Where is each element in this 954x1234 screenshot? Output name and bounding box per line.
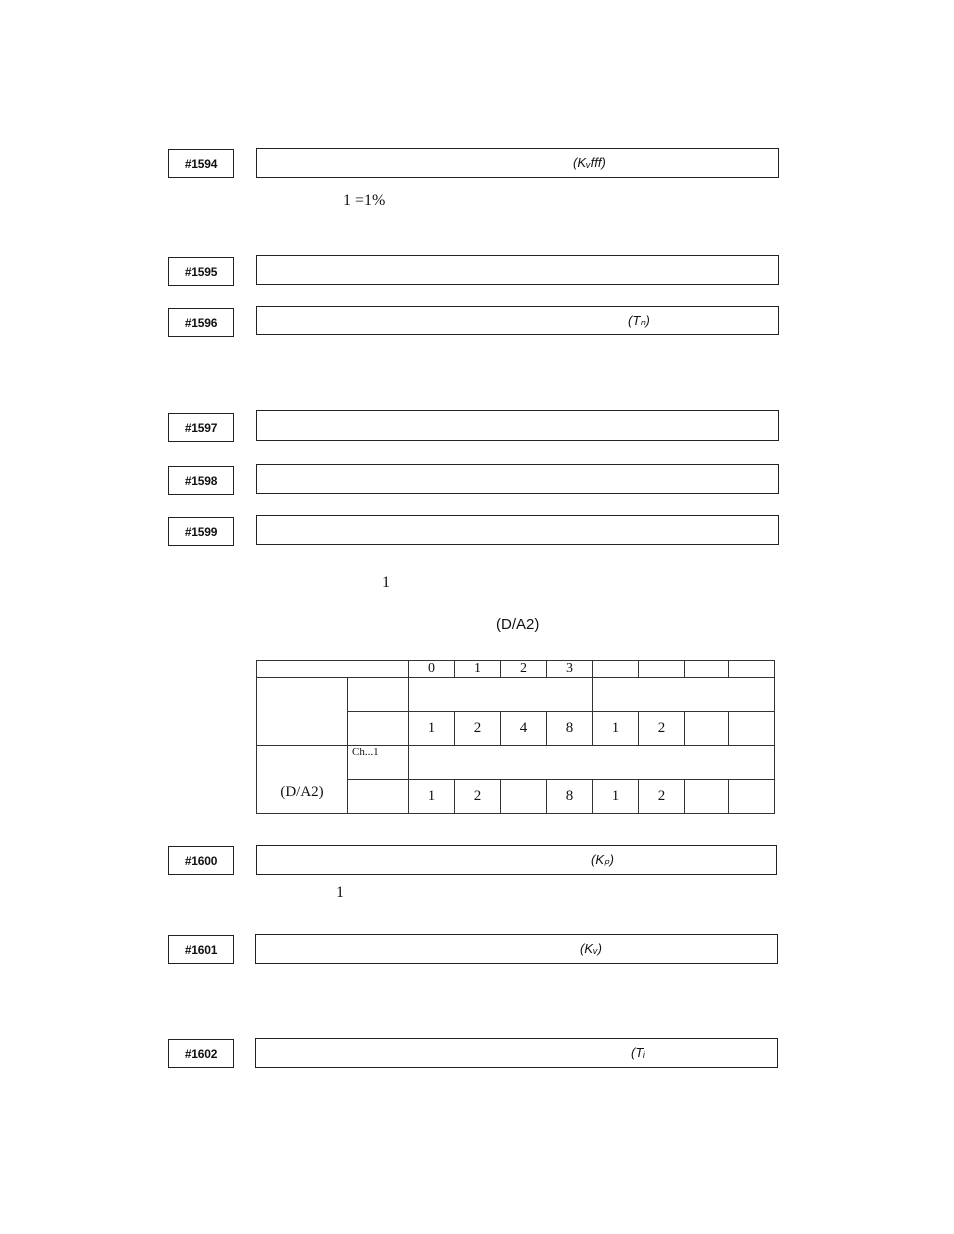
table-cell [685, 780, 729, 814]
param-tag-1598: #1598 [168, 466, 234, 495]
merged-cell [409, 746, 775, 780]
param-box-1596 [256, 306, 779, 335]
header-cell [685, 661, 729, 678]
param-box-1594 [256, 148, 779, 178]
table-cell [501, 780, 547, 814]
param-tag-1594: #1594 [168, 149, 234, 178]
row-sub-label: Ch...1 [348, 746, 409, 780]
header-cell: 2 [501, 661, 547, 678]
table-cell: 4 [501, 712, 547, 746]
table-cell: 8 [547, 712, 593, 746]
param-box-1600 [256, 845, 777, 875]
param-symbol: (Tᵢ [631, 1045, 645, 1060]
header-blank [257, 661, 409, 678]
header-cell [729, 661, 775, 678]
param-tag-1602: #1602 [168, 1039, 234, 1068]
table-cell: 2 [455, 780, 501, 814]
table-cell [729, 712, 775, 746]
header-cell: 1 [455, 661, 501, 678]
table-cell: 1 [593, 780, 639, 814]
table-cell: 2 [455, 712, 501, 746]
param-symbol: (Kᵥ) [580, 941, 602, 956]
param-symbol: (Tₙ) [628, 313, 650, 328]
param-box-1602 [255, 1038, 778, 1068]
row-sub-label [348, 712, 409, 746]
header-cell: 3 [547, 661, 593, 678]
row-sub-label [348, 678, 409, 712]
param-box-1601 [255, 934, 778, 964]
param-symbol: (Kₚ) [591, 852, 614, 867]
param-tag-1601: #1601 [168, 935, 234, 964]
param-tag-1597: #1597 [168, 413, 234, 442]
merged-cell [409, 678, 593, 712]
param-tag-1599: #1599 [168, 517, 234, 546]
value-note-1599: 1 [382, 574, 390, 591]
unit-note-1594: 1 =1% [343, 192, 386, 209]
param-tag-1596: #1596 [168, 308, 234, 337]
table-header-row [257, 661, 775, 678]
da2-heading: (D/A2) [496, 616, 540, 633]
param-box-1597 [256, 410, 779, 441]
header-cell [593, 661, 639, 678]
param-symbol: (Kᵥfff) [573, 155, 606, 170]
param-tag-1595: #1595 [168, 257, 234, 286]
merged-cell [593, 678, 775, 712]
param-box-1595 [256, 255, 779, 285]
table-cell: 2 [639, 712, 685, 746]
param-box-1598 [256, 464, 779, 494]
header-cell [639, 661, 685, 678]
table-cell: 1 [593, 712, 639, 746]
row-sub-label [348, 780, 409, 814]
table-cell [685, 712, 729, 746]
table-row [257, 746, 775, 780]
table-cell: 1 [409, 780, 455, 814]
row-group-label: (D/A2) [257, 746, 348, 814]
table-row [257, 678, 775, 712]
setting-table [256, 660, 775, 814]
header-cell: 0 [409, 661, 455, 678]
param-box-1599 [256, 515, 779, 545]
table-cell: 2 [639, 780, 685, 814]
row-group-label [257, 678, 348, 746]
param-tag-1600: #1600 [168, 846, 234, 875]
value-note-1600: 1 [336, 884, 344, 901]
table-cell [729, 780, 775, 814]
table-cell: 1 [409, 712, 455, 746]
table-cell: 8 [547, 780, 593, 814]
